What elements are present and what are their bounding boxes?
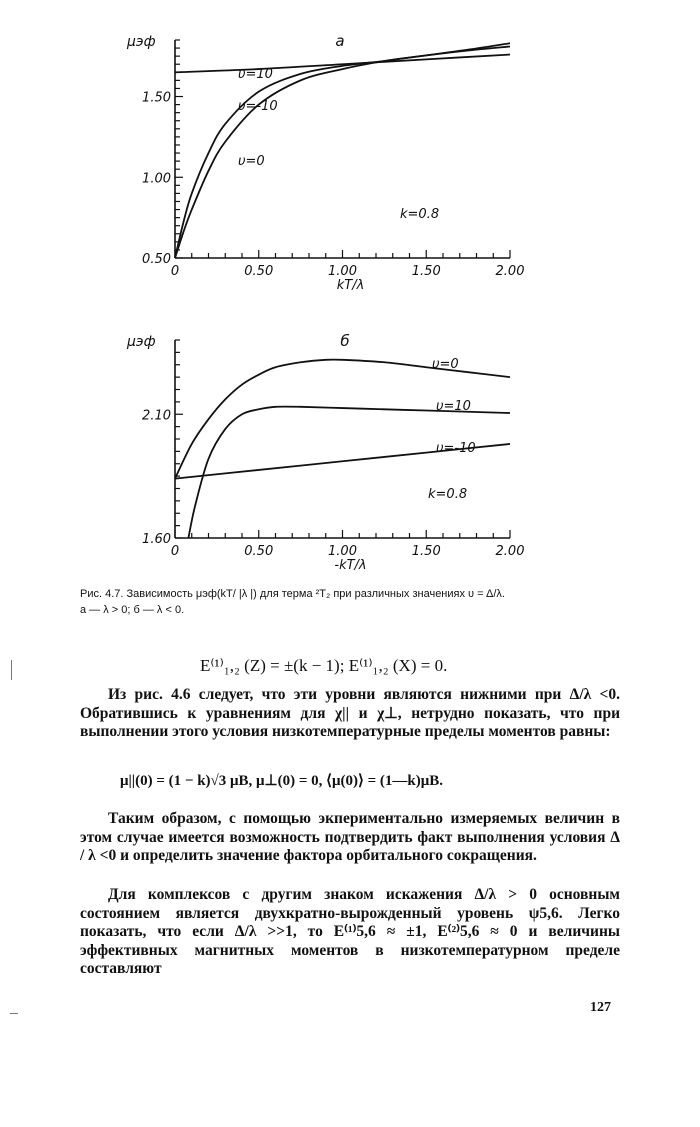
paragraph-3-text: Для комплексов с другим знаком искажения Δ/λ > 0 основным состоянием является двухкратно-вырожденный уровень ψ5,6. Легко показать, что если Δ/λ >>1, то E⁽¹⁾5,6 ≈ ±1, E⁽²⁾5,6 ≈ 0 и величины эффективных магнитных моментов в низкотемпературном пределе составляют (80, 886, 620, 978)
x-axis-label: kT/λ (336, 278, 365, 293)
x-tick-label: 1.00 (328, 264, 357, 279)
x-tick-label: 1.50 (411, 544, 441, 559)
k-annotation: k=0.8 (428, 487, 468, 502)
series-label: υ=10 (436, 399, 471, 414)
y-tick-label: 2.10 (142, 408, 171, 424)
figure-caption (80, 586, 640, 618)
formula-energy-levels: E⁽¹⁾₁,₂ (Z) = ±(k − 1); E⁽¹⁾₁,₂ (X) = 0. (200, 656, 448, 675)
series-label: υ=0 (432, 357, 459, 372)
k-annotation: k=0.8 (400, 207, 440, 222)
y-tick-label: 1.60 (142, 532, 171, 547)
x-tick-label: 0 (170, 264, 180, 279)
x-tick-label: 1.00 (328, 544, 357, 559)
x-tick-label: 2.00 (495, 264, 525, 279)
y-axis-label: μэф (127, 34, 156, 50)
chart-a (0, 20, 700, 320)
x-tick-label: 0.50 (244, 264, 274, 279)
series-line (175, 43, 510, 258)
x-axis-label: -kT/λ (334, 558, 367, 573)
paragraph-1-text: Из рис. 4.6 следует, что эти уровни являются нижними при Δ/λ <0. Обратившись к уравнениям для χ|| и χ⊥, нетрудно показать, что при выполнении этого условия низкотемпературные пределы моментов равны: (80, 686, 620, 741)
margin-mark (10, 1013, 18, 1014)
y-tick-label: 0.50 (142, 252, 171, 267)
x-tick-label: 2.00 (495, 544, 525, 559)
y-tick-label: 1.00 (142, 171, 171, 187)
series-line (175, 46, 510, 258)
paragraph-2 (80, 810, 620, 866)
series-label: υ=10 (238, 67, 273, 82)
margin-mark (11, 660, 12, 680)
paragraph-3 (80, 886, 620, 979)
series-label: υ=0 (238, 154, 265, 169)
series-label: υ=-10 (436, 441, 476, 456)
paragraph-2-text: Таким образом, с помощью экпериментально измеряемых величин в этом случае имеется возможность подтвердить факт выполнения условия Δ / λ <0 и определить значение фактора орбитального сокращения. (80, 810, 620, 865)
series-label: υ=-10 (238, 99, 278, 114)
x-tick-label: 0 (170, 544, 180, 559)
panel-label: а (335, 32, 345, 50)
page-number: 127 (590, 1000, 611, 1015)
x-tick-label: 0.50 (244, 544, 274, 559)
chart-b (0, 318, 700, 578)
figure-caption-line2: а — λ > 0; б — λ < 0. (80, 604, 185, 616)
formula-moments: μ||(0) = (1 − k)√3 μB, μ⊥(0) = 0, ⟨μ(0)⟩ = (1—k)μB. (120, 773, 443, 789)
paragraph-1 (80, 686, 620, 742)
x-tick-label: 1.50 (411, 264, 441, 279)
y-axis-label: μэф (127, 334, 156, 350)
figure-caption-line1: Рис. 4.7. Зависимость μэф(kT/ |λ |) для терма ²T₂ при различных значениях υ = Δ/λ. (80, 588, 505, 600)
y-tick-label: 1.50 (142, 90, 171, 106)
panel-label: б (340, 332, 350, 350)
